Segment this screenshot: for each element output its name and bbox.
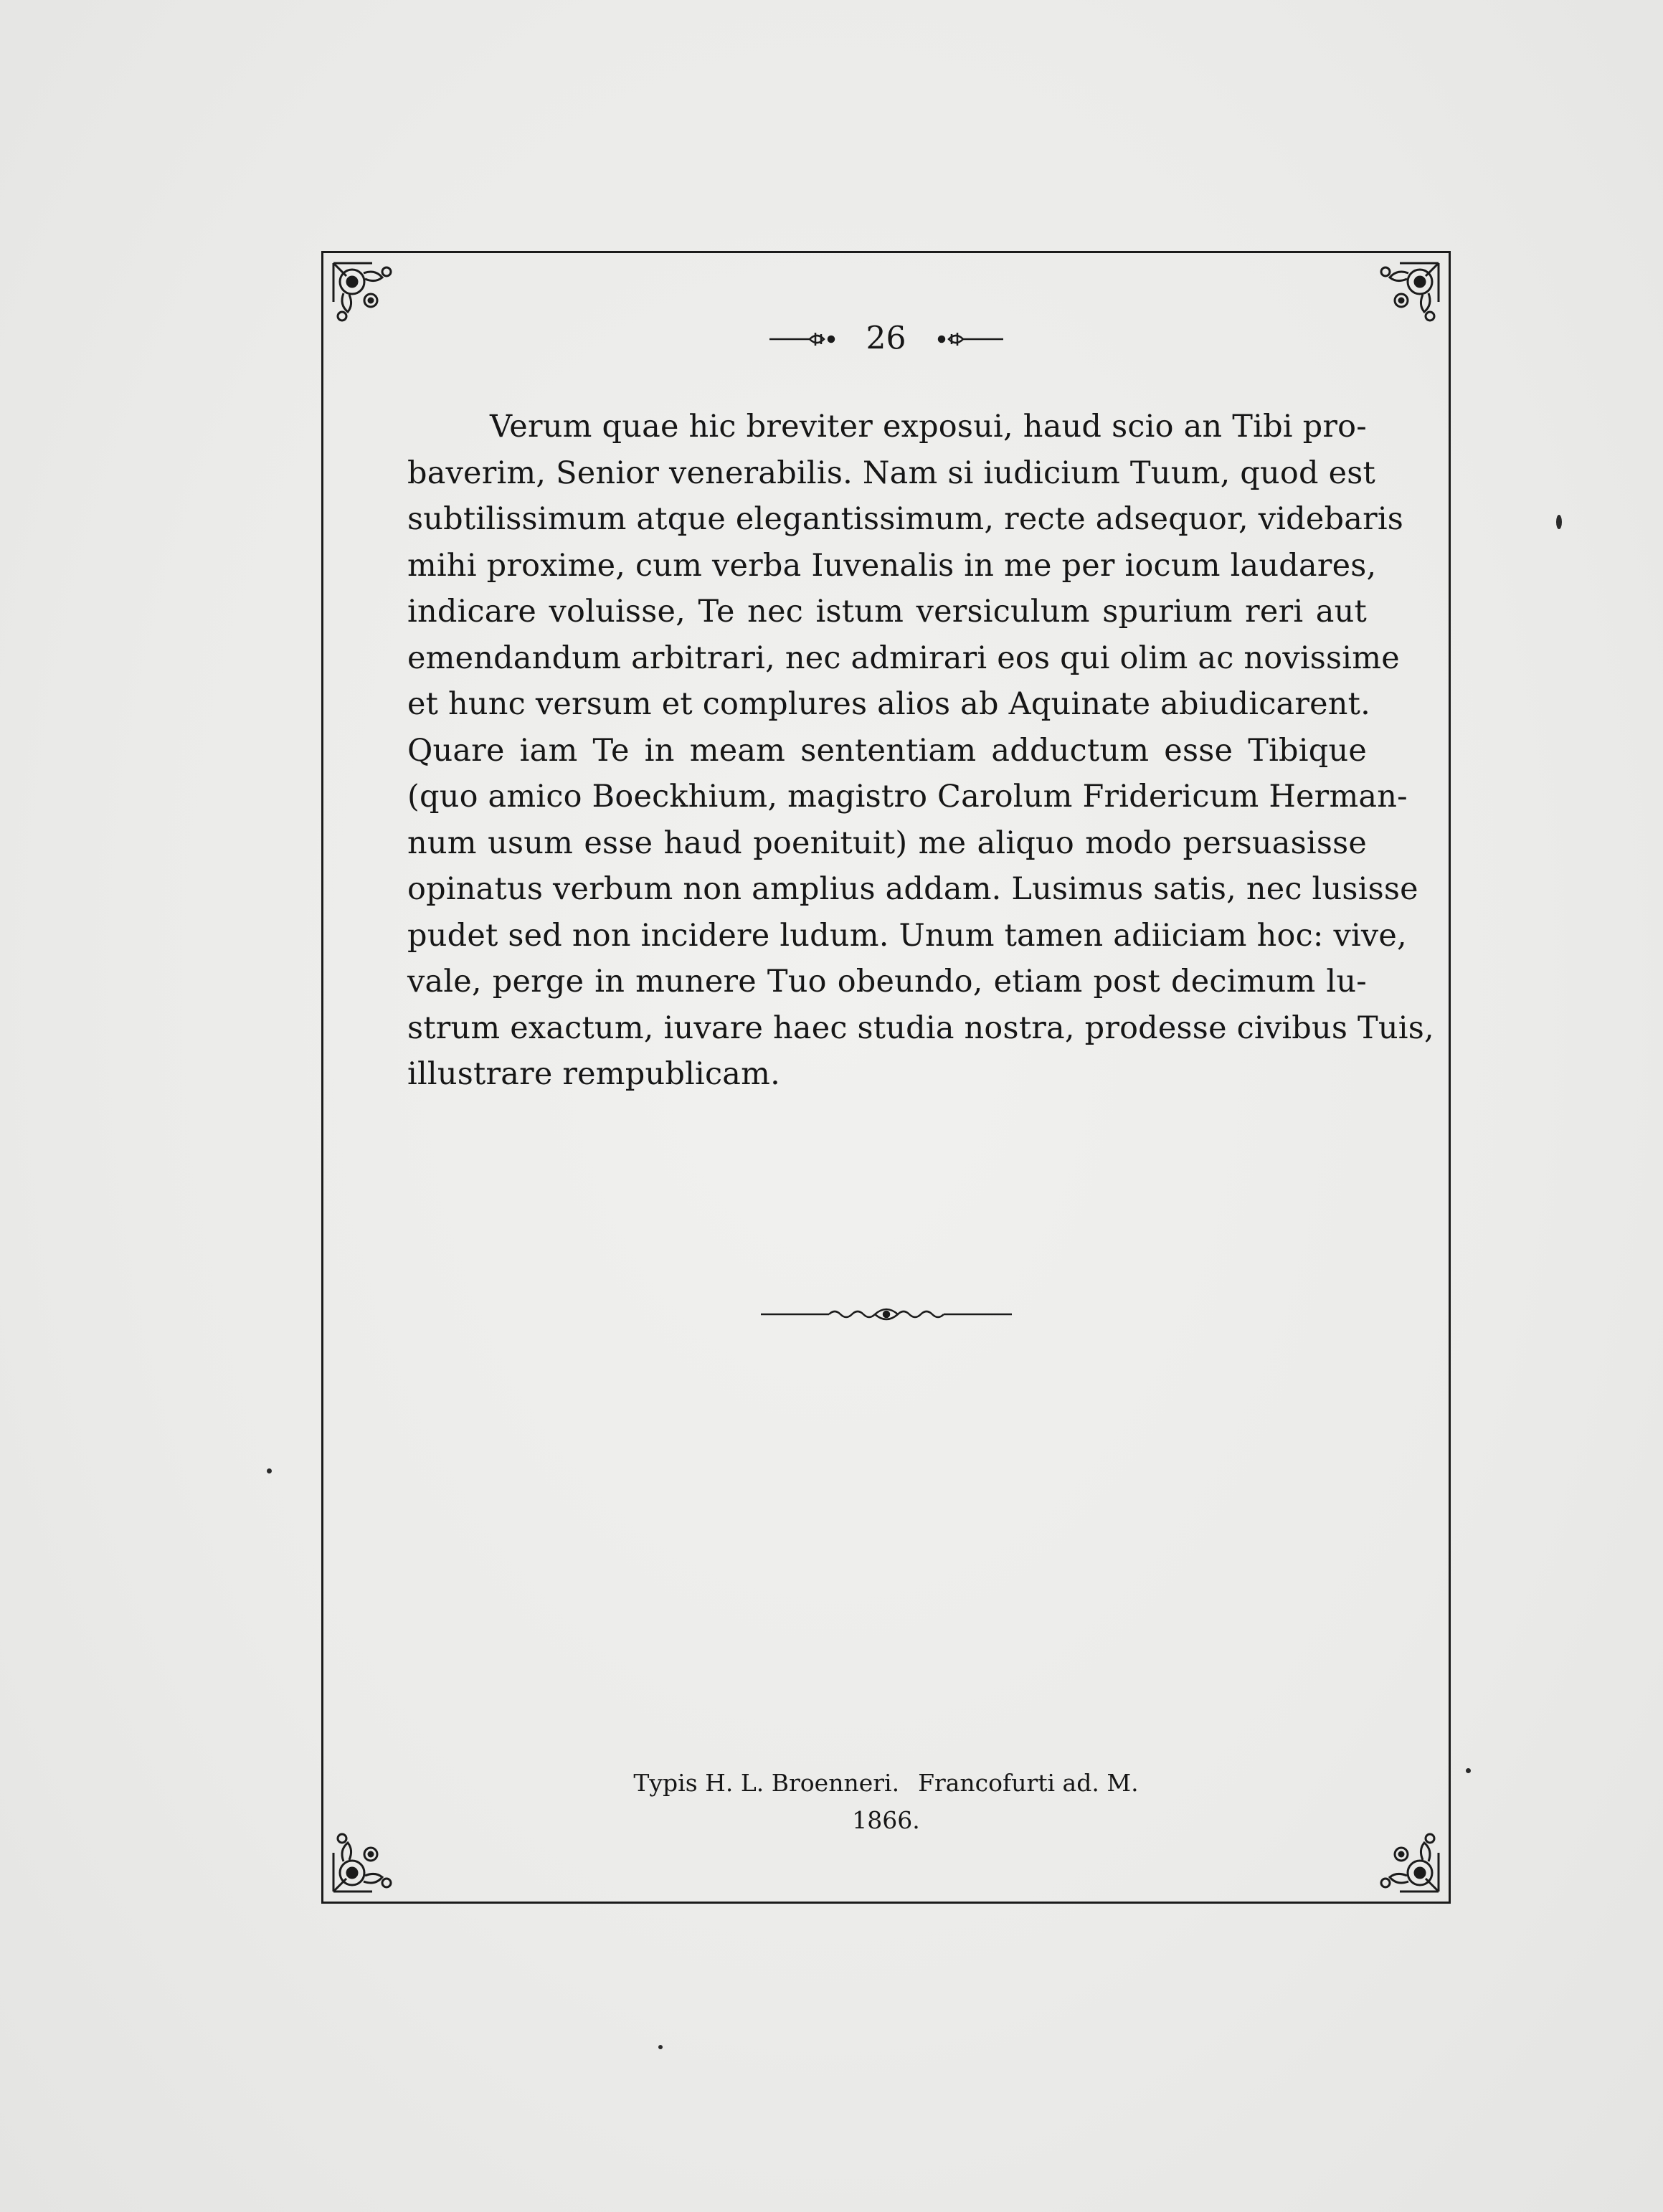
paper-speck <box>1556 515 1562 529</box>
text-line: vale, perge in munere Tuo obeundo, etiam post decimum lu- <box>407 964 1367 1000</box>
page-header <box>323 319 1449 357</box>
divider-flourish-icon <box>761 1304 1012 1325</box>
text-line: subtilissimum atque elegantissimum, recte adsequor, videbaris <box>407 501 1404 537</box>
text-line: illustrare rempublicam. <box>407 1056 780 1092</box>
imprint-year: 1866. <box>852 1806 920 1834</box>
imprint <box>323 1765 1449 1839</box>
text-line: pudet sed non incidere ludum. Unum tamen adiiciam hoc: vive, <box>407 917 1407 954</box>
page-number: 26 <box>866 320 906 357</box>
rule-flourish-icon <box>937 330 1005 348</box>
text-line: et hunc versum et complures alios ab Aquinate abiudicarent. <box>407 686 1370 722</box>
text-line: (quo amico Boeckhium, magistro Carolum Fridericum Herman- <box>407 779 1408 815</box>
text-line: indicare voluisse, Te nec istum versiculum spurium reri aut <box>407 594 1367 630</box>
paper-speck <box>267 1468 272 1473</box>
text-line: mihi proxime, cum verba Iuvenalis in me per iocum laudares, <box>407 547 1377 584</box>
imprint-printer: Typis H. L. Broenneri. <box>633 1769 900 1797</box>
text-line: Verum quae hic breviter exposui, haud scio an Tibi pro- <box>490 409 1367 445</box>
page-frame <box>321 251 1451 1904</box>
text-line: strum exactum, iuvare haec studia nostra, prodesse civibus Tuis, <box>407 1010 1434 1046</box>
text-line: num usum esse haud poenituit) me aliquo modo persuasisse <box>407 825 1367 861</box>
text-line: opinatus verbum non amplius addam. Lusimus satis, nec lusisse <box>407 871 1418 907</box>
body-text <box>407 404 1434 1098</box>
rule-flourish-icon <box>768 330 836 348</box>
text-line: emendandum arbitrari, nec admirari eos qui olim ac novissime <box>407 640 1400 676</box>
imprint-place: Francofurti ad. M. <box>918 1769 1139 1797</box>
paper-speck <box>658 2045 663 2049</box>
text-line: Quare iam Te in meam sententiam adductum esse Tibique <box>407 732 1367 769</box>
paper-speck <box>1466 1768 1471 1773</box>
text-line: baverim, Senior venerabilis. Nam si iudicium Tuum, quod est <box>407 455 1376 491</box>
